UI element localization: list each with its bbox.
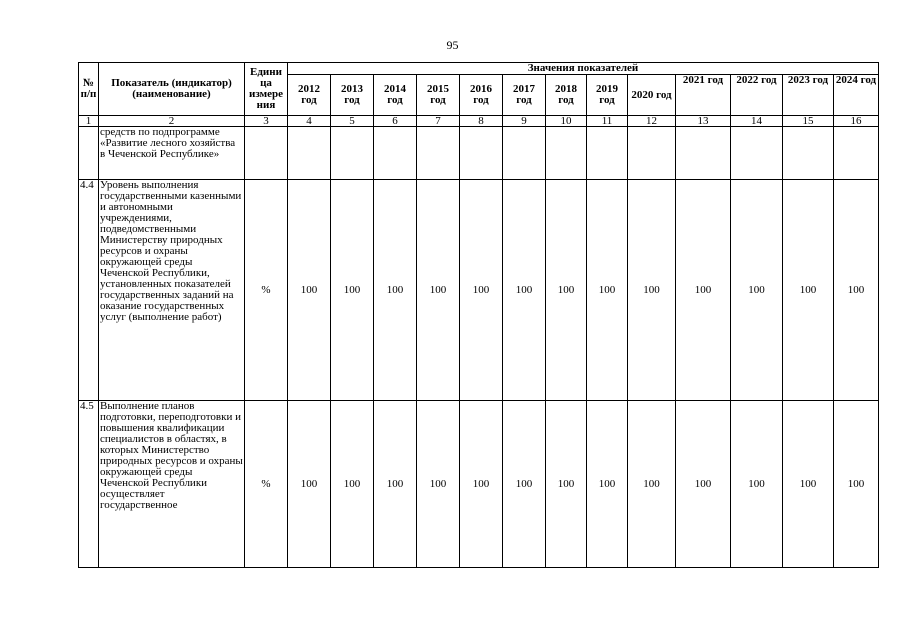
header-values-group: Значения показателей bbox=[288, 63, 879, 75]
row-value bbox=[731, 127, 783, 180]
column-number: 16 bbox=[834, 116, 879, 127]
row-value: 100 bbox=[783, 401, 834, 568]
row-indicator-name: средств по подпрограмме «Развитие лесного хозяйства в Чеченской Республике» bbox=[99, 127, 245, 180]
row-unit bbox=[245, 127, 288, 180]
row-num: 4.4 bbox=[79, 180, 99, 401]
row-value bbox=[374, 127, 417, 180]
header-year: 2020 год bbox=[628, 75, 676, 116]
row-value: 100 bbox=[374, 401, 417, 568]
column-number: 5 bbox=[331, 116, 374, 127]
row-value bbox=[834, 127, 879, 180]
row-value: 100 bbox=[676, 180, 731, 401]
row-value bbox=[587, 127, 628, 180]
header-year: 2016 год bbox=[460, 75, 503, 116]
page-number: 95 bbox=[446, 38, 459, 52]
header-row-top bbox=[79, 63, 879, 75]
header-year: 2021 год bbox=[676, 75, 731, 116]
column-number: 14 bbox=[731, 116, 783, 127]
row-value: 100 bbox=[628, 401, 676, 568]
row-value: 100 bbox=[628, 180, 676, 401]
header-year: 2015 год bbox=[417, 75, 460, 116]
header-year: 2019 год bbox=[587, 75, 628, 116]
table-row bbox=[79, 180, 879, 401]
row-value bbox=[783, 127, 834, 180]
header-year: 2017 год bbox=[503, 75, 546, 116]
column-number: 15 bbox=[783, 116, 834, 127]
row-value: 100 bbox=[783, 180, 834, 401]
header-year: 2023 год bbox=[783, 75, 834, 116]
column-number: 3 bbox=[245, 116, 288, 127]
row-indicator-name: Уровень выполнения государственными казенными и автономными учреждениями, подведомственными Министерству природных ресурсов и охраны окружающей среды Чеченской Республики, установленных показателей государственных заданий на оказание государственных услуг (выполнение работ) bbox=[99, 180, 245, 401]
row-value: 100 bbox=[460, 180, 503, 401]
row-indicator-name: Выполнение планов подготовки, переподготовки и повышения квалификации специалистов в областях, в которых Министерство природных ресурсов и охраны окружающей среды Чеченской Республики осуществляет государственное bbox=[99, 401, 245, 568]
row-value: 100 bbox=[331, 180, 374, 401]
row-value bbox=[503, 127, 546, 180]
row-value bbox=[331, 127, 374, 180]
indicators-table bbox=[78, 62, 879, 568]
row-value: 100 bbox=[587, 401, 628, 568]
column-number: 7 bbox=[417, 116, 460, 127]
row-value: 100 bbox=[288, 401, 331, 568]
column-number: 1 bbox=[79, 116, 99, 127]
column-number: 11 bbox=[587, 116, 628, 127]
row-unit: % bbox=[245, 401, 288, 568]
row-value: 100 bbox=[676, 401, 731, 568]
table-row bbox=[79, 401, 879, 568]
column-number: 8 bbox=[460, 116, 503, 127]
header-num: № п/п bbox=[79, 63, 99, 116]
row-value: 100 bbox=[417, 180, 460, 401]
row-value: 100 bbox=[374, 180, 417, 401]
row-value bbox=[676, 127, 731, 180]
row-value: 100 bbox=[834, 401, 879, 568]
row-num bbox=[79, 127, 99, 180]
row-value: 100 bbox=[503, 401, 546, 568]
row-value: 100 bbox=[834, 180, 879, 401]
row-value: 100 bbox=[503, 180, 546, 401]
row-value: 100 bbox=[417, 401, 460, 568]
table-row bbox=[79, 127, 879, 180]
column-number: 13 bbox=[676, 116, 731, 127]
header-year: 2014 год bbox=[374, 75, 417, 116]
header-unit: Едини ца измере ния bbox=[245, 63, 288, 116]
row-value: 100 bbox=[460, 401, 503, 568]
row-value: 100 bbox=[546, 180, 587, 401]
row-value bbox=[628, 127, 676, 180]
header-year: 2013 год bbox=[331, 75, 374, 116]
row-value bbox=[417, 127, 460, 180]
column-number-row bbox=[79, 116, 879, 127]
row-value: 100 bbox=[731, 180, 783, 401]
header-year: 2012 год bbox=[288, 75, 331, 116]
row-num: 4.5 bbox=[79, 401, 99, 568]
header-indicator: Показатель (индикатор) (наименование) bbox=[99, 63, 245, 116]
header-year: 2018 год bbox=[546, 75, 587, 116]
header-year: 2024 год bbox=[834, 75, 879, 116]
column-number: 10 bbox=[546, 116, 587, 127]
row-value: 100 bbox=[288, 180, 331, 401]
column-number: 2 bbox=[99, 116, 245, 127]
column-number: 4 bbox=[288, 116, 331, 127]
column-number: 9 bbox=[503, 116, 546, 127]
row-value: 100 bbox=[731, 401, 783, 568]
row-value bbox=[460, 127, 503, 180]
row-unit: % bbox=[245, 180, 288, 401]
column-number: 6 bbox=[374, 116, 417, 127]
row-value: 100 bbox=[587, 180, 628, 401]
row-value bbox=[288, 127, 331, 180]
header-year: 2022 год bbox=[731, 75, 783, 116]
row-value: 100 bbox=[331, 401, 374, 568]
column-number: 12 bbox=[628, 116, 676, 127]
row-value: 100 bbox=[546, 401, 587, 568]
row-value bbox=[546, 127, 587, 180]
